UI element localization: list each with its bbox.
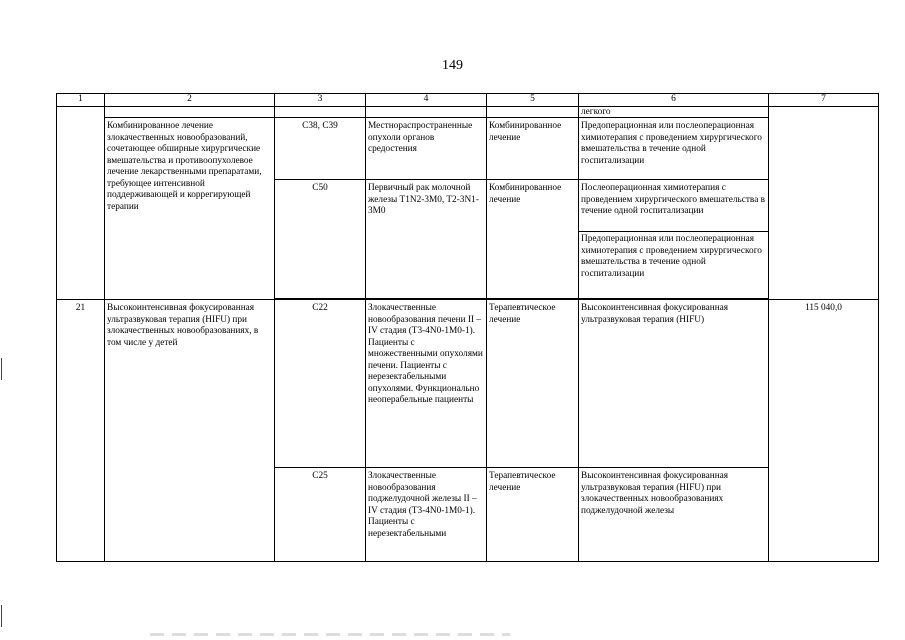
- treatment-method-cell: Высокоинтенсивная фокусированная ультразвуковая терапия (HIFU) при злокачественных новообразованиях поджелудочной железы: [579, 468, 769, 562]
- treatment-type-cell: Терапевтическое лечение: [487, 300, 579, 468]
- continuation-model-cell: [366, 107, 487, 118]
- patient-model-cell: Злокачественные новообразования поджелудочной железы II – IV стадия (T3-4N0-1M0-1). Пациенты с нерезектабельными: [366, 468, 487, 562]
- treatment-type-cell: Терапевтическое лечение: [487, 468, 579, 562]
- icd-code-cell: C50: [275, 180, 366, 299]
- header-cell: 2: [105, 94, 275, 107]
- margin-mark: [1, 358, 2, 380]
- treatment-method-cell: Послеоперационная химиотерапия с проведением хирургического вмешательства в течение одной госпитализации: [579, 180, 769, 232]
- group-number-cell: [57, 107, 105, 300]
- service-name-cell: Высокоинтенсивная фокусированная ультразвуковая терапия (HIFU) при злокачественных новообразованиях, в том числе у детей: [105, 300, 275, 562]
- header-cell: 1: [57, 94, 105, 107]
- header-cell: 7: [769, 94, 879, 107]
- treatment-method-cell: Предоперационная или послеоперационная химиотерапия с проведением хирургического вмешательства в течение одной госпитализации: [579, 232, 769, 299]
- patient-model-cell: Злокачественные новообразования печени II – IV стадия (T3-4N0-1M0-1). Пациенты с множественными опухолями печени. Пациенты с нерезектабельными опухолями. Функционально неоперабельные пациенты: [366, 300, 487, 468]
- group-price-cell: [769, 107, 879, 300]
- margin-mark: [1, 605, 2, 627]
- treatment-method-cell: Высокоинтенсивная фокусированная ультразвуковая терапия (HIFU): [579, 300, 769, 468]
- group-price-cell: 115 040,0: [769, 300, 879, 562]
- icd-code-cell: C38, C39: [275, 118, 366, 180]
- header-row: [57, 94, 879, 107]
- group-number-cell: 21: [57, 300, 105, 562]
- icd-code-cell: C25: [275, 468, 366, 562]
- patient-model-cell: Местнораспространенные опухоли органов средостения: [366, 118, 487, 180]
- table-row: [57, 300, 879, 468]
- table-row: [57, 118, 879, 180]
- scan-artifact: [150, 633, 510, 636]
- continuation-name-cell: [105, 107, 275, 118]
- continuation-row: [57, 107, 879, 118]
- treatment-method-cell: Предоперационная или послеоперационная химиотерапия с проведением хирургического вмешательства в течение одной госпитализации: [579, 118, 769, 180]
- treatment-type-cell: Комбинированное лечение: [487, 180, 579, 299]
- header-cell: 3: [275, 94, 366, 107]
- medical-services-table: [56, 93, 879, 562]
- icd-code-cell: C22: [275, 300, 366, 468]
- service-name-cell: Комбинированное лечение злокачественных новообразований, сочетающее обширные хирургические вмешательства и противоопухолевое лечение лекарственными препаратами, требующее интенсивной поддерживающей и коррегирующей терапии: [105, 118, 275, 300]
- continuation-method-cell: легкого: [579, 107, 769, 118]
- header-cell: 6: [579, 94, 769, 107]
- header-cell: 5: [487, 94, 579, 107]
- continuation-type-cell: [487, 107, 579, 118]
- treatment-type-cell: Комбинированное лечение: [487, 118, 579, 180]
- patient-model-cell: Первичный рак молочной железы T1N2-3M0, T2-3N1-3M0: [366, 180, 487, 299]
- page-number: 149: [442, 58, 463, 73]
- continuation-code-cell: [275, 107, 366, 118]
- header-cell: 4: [366, 94, 487, 107]
